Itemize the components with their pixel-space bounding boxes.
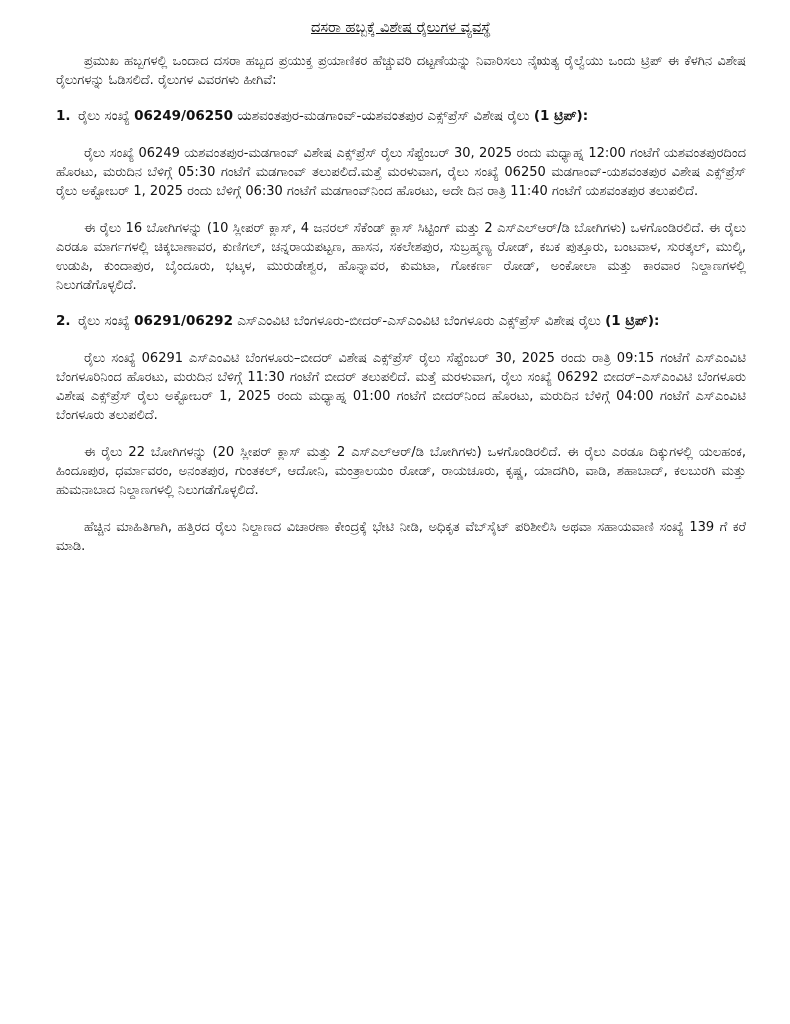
section-2-train-numbers: 06291/06292	[134, 313, 233, 329]
section-2-schedule-paragraph: ರೈಲು ಸಂಖ್ಯೆ 06291 ಎಸ್‌ಎಂವಿಟಿ ಬೆಂಗಳೂರು–ಬೀದರ್ ವಿಶೇಷ ಎಕ್ಸ್‌ಪ್ರೆಸ್ ರೈಲು ಸೆಪ್ಟೆಂಬರ್ 30, 2025 ರಂದು ರಾತ್ರಿ 09:15 ಗಂಟೆಗೆ ಎಸ್‌ಎಂವಿಟಿ ಬೆಂಗಳೂರಿನಿಂದ ಹೊರಟು, ಮರುದಿನ ಬೆಳಿಗ್ಗೆ 11:30 ಗಂಟೆಗೆ ಬೀದರ್ ತಲುಪಲಿದೆ. ಮತ್ತೆ ಮರಳುವಾಗ, ರೈಲು ಸಂಖ್ಯೆ 06292 ಬೀದರ್–ಎಸ್‌ಎಂವಿಟಿ ಬೆಂಗಳೂರು ವಿಶೇಷ ಎಕ್ಸ್‌ಪ್ರೆಸ್ ರೈಲು ಅಕ್ಟೋಬರ್ 1, 2025 ರಂದು ಮಧ್ಯಾಹ್ನ 01:00 ಗಂಟೆಗೆ ಬೀದರ್‌ನಿಂದ ಹೊರಟು, ಮರುದಿನ ಬೆಳಿಗ್ಗೆ 04:00 ಗಂಟೆಗೆ ಎಸ್‌ಎಂವಿಟಿ ಬೆಂಗಳೂರು ತಲುಪಲಿದೆ.	[56, 351, 746, 423]
document-title: ದಸರಾ ಹಬ್ಬಕ್ಕೆ ವಿಶೇಷ ರೈಲುಗಳ ವ್ಯವಸ್ಥೆ	[310, 20, 492, 36]
section-1-heading	[56, 106, 746, 126]
section-2-stops-paragraph: ಈ ರೈಲು 22 ಬೋಗಿಗಳನ್ನು (20 ಸ್ಲೀಪರ್ ಕ್ಲಾಸ್ ಮತ್ತು 2 ಎಸ್‌ಎಲ್‌ಆರ್/ಡಿ ಬೋಗಿಗಳು) ಒಳಗೊಂಡಿರಲಿದೆ. ಈ ರೈಲು ಎರಡೂ ದಿಕ್ಕುಗಳಲ್ಲಿ ಯಲಹಂಕ, ಹಿಂದೂಪುರ, ಧರ್ಮಾವರಂ, ಅನಂತಪುರ, ಗುಂತಕಲ್, ಆದೋನಿ, ಮಂತ್ರಾಲಯಂ ರೋಡ್, ರಾಯಚೂರು, ಕೃಷ್ಣ, ಯಾದಗಿರಿ, ವಾಡಿ, ಶಹಾಬಾದ್, ಕಲಬುರಗಿ ಮತ್ತು ಹುಮನಾಬಾದ ನಿಲ್ದಾಣಗಳಲ್ಲಿ ನಿಲುಗಡೆಗೊಳ್ಳಲಿದೆ.	[56, 445, 746, 498]
section-1-heading-route: ಯಶವಂತಪುರ-ಮಡಗಾಂವ್-ಯಶವಂತಪುರ ಎಕ್ಸ್‌ಪ್ರೆಸ್ ವಿಶೇಷ ರೈಲು	[232, 108, 534, 124]
section-2-number: 2.	[56, 313, 71, 329]
section-1-train-numbers: 06249/06250	[134, 108, 233, 124]
closing-paragraph: ಹೆಚ್ಚಿನ ಮಾಹಿತಿಗಾಗಿ, ಹತ್ತಿರದ ರೈಲು ನಿಲ್ದಾಣದ ವಿಚಾರಣಾ ಕೇಂದ್ರಕ್ಕೆ ಭೇಟಿ ನೀಡಿ, ಅಧಿಕೃತ ವೆಬ್‌ಸೈಟ್ ಪರಿಶೀಲಿಸಿ ಅಥವಾ ಸಹಾಯವಾಣಿ ಸಂಖ್ಯೆ 139 ಗೆ ಕರೆ ಮಾಡಿ.	[56, 520, 746, 554]
section-1-schedule-paragraph: ರೈಲು ಸಂಖ್ಯೆ 06249 ಯಶವಂತಪುರ-ಮಡಗಾಂವ್ ವಿಶೇಷ ಎಕ್ಸ್‌ಪ್ರೆಸ್ ರೈಲು ಸೆಪ್ಟೆಂಬರ್ 30, 2025 ರಂದು ಮಧ್ಯಾಹ್ನ 12:00 ಗಂಟೆಗೆ ಯಶವಂತಪುರದಿಂದ ಹೊರಟು, ಮರುದಿನ ಬೆಳಿಗ್ಗೆ 05:30 ಗಂಟೆಗೆ ಮಡಗಾಂವ್ ತಲುಪಲಿದೆ.ಮತ್ತೆ ಮರಳುವಾಗ, ರೈಲು ಸಂಖ್ಯೆ 06250 ಮಡಗಾಂವ್-ಯಶವಂತಪುರ ವಿಶೇಷ ಎಕ್ಸ್‌ಪ್ರೆಸ್ ರೈಲು ಅಕ್ಟೋಬರ್ 1, 2025 ರಂದು ಬೆಳಿಗ್ಗೆ 06:30 ಗಂಟೆಗೆ ಮಡಗಾಂವ್‌ನಿಂದ ಹೊರಟು, ಅದೇ ದಿನ ರಾತ್ರಿ 11:40 ಗಂಟೆಗೆ ಯಶವಂತಪುರ ತಲುಪಲಿದೆ.	[56, 146, 746, 199]
section-2-heading-pre: ರೈಲು ಸಂಖ್ಯೆ	[78, 313, 135, 329]
section-1-number: 1.	[56, 108, 71, 124]
section-2-heading-route: ಎಸ್‌ಎಂವಿಟಿ ಬೆಂಗಳೂರು-ಬೀದರ್-ಎಸ್‌ಎಂವಿಟಿ ಬೆಂಗಳೂರು ಎಕ್ಸ್‌ಪ್ರೆಸ್ ವಿಶೇಷ ರೈಲು	[232, 313, 606, 329]
section-1-trip-count: (1 ಟ್ರಿಪ್):	[533, 108, 589, 124]
document-page	[56, 18, 746, 556]
intro-paragraph: ಪ್ರಮುಖ ಹಬ್ಬಗಳಲ್ಲಿ ಒಂದಾದ ದಸರಾ ಹಬ್ಬದ ಪ್ರಯುಕ್ತ ಪ್ರಯಾಣಿಕರ ಹೆಚ್ಚುವರಿ ದಟ್ಟಣೆಯನ್ನು ನಿವಾರಿಸಲು ನೈಋತ್ಯ ರೈಲ್ವೆಯು ಒಂದು ಟ್ರಿಪ್ ಈ ಕೆಳಗಿನ ವಿಶೇಷ ರೈಲುಗಳನ್ನು ಓಡಿಸಲಿದೆ. ರೈಲುಗಳ ವಿವರಗಳು ಹೀಗಿವೆ:	[56, 54, 746, 88]
section-1-stops-paragraph: ಈ ರೈಲು 16 ಬೋಗಿಗಳನ್ನು (10 ಸ್ಲೀಪರ್ ಕ್ಲಾಸ್, 4 ಜನರಲ್ ಸೆಕೆಂಡ್ ಕ್ಲಾಸ್ ಸಿಟ್ಟಿಂಗ್ ಮತ್ತು 2 ಎಸ್‌ಎಲ್‌ಆರ್/ಡಿ ಬೋಗಿಗಳು) ಒಳಗೊಂಡಿರಲಿದೆ. ಈ ರೈಲು ಎರಡೂ ಮಾರ್ಗಗಳಲ್ಲಿ ಚಿಕ್ಕಬಾಣಾವರ, ಕುಣಿಗಲ್, ಚನ್ನರಾಯಪಟ್ಟಣ, ಹಾಸನ, ಸಕಲೇಶಪುರ, ಸುಬ್ರಹ್ಮಣ್ಯ ರೋಡ್, ಕಬಕ ಪುತ್ತೂರು, ಬಂಟವಾಳ, ಸುರತ್ಕಲ್, ಮುಲ್ಕಿ, ಉಡುಪಿ, ಕುಂದಾಪುರ, ಬೈಂದೂರು, ಭಟ್ಕಳ, ಮುರುಡೇಶ್ವರ, ಹೊನ್ನಾವರ, ಕುಮಟಾ, ಗೋಕರ್ಣ ರೋಡ್, ಅಂಕೋಲಾ ಮತ್ತು ಕಾರವಾರ ನಿಲ್ದಾಣಗಳಲ್ಲಿ ನಿಲುಗಡೆಗೊಳ್ಳಲಿದೆ.	[56, 221, 746, 293]
section-1-heading-pre: ರೈಲು ಸಂಖ್ಯೆ	[78, 108, 135, 124]
section-2-trip-count: (1 ಟ್ರಿಪ್):	[605, 313, 660, 329]
section-2-heading	[56, 311, 746, 331]
